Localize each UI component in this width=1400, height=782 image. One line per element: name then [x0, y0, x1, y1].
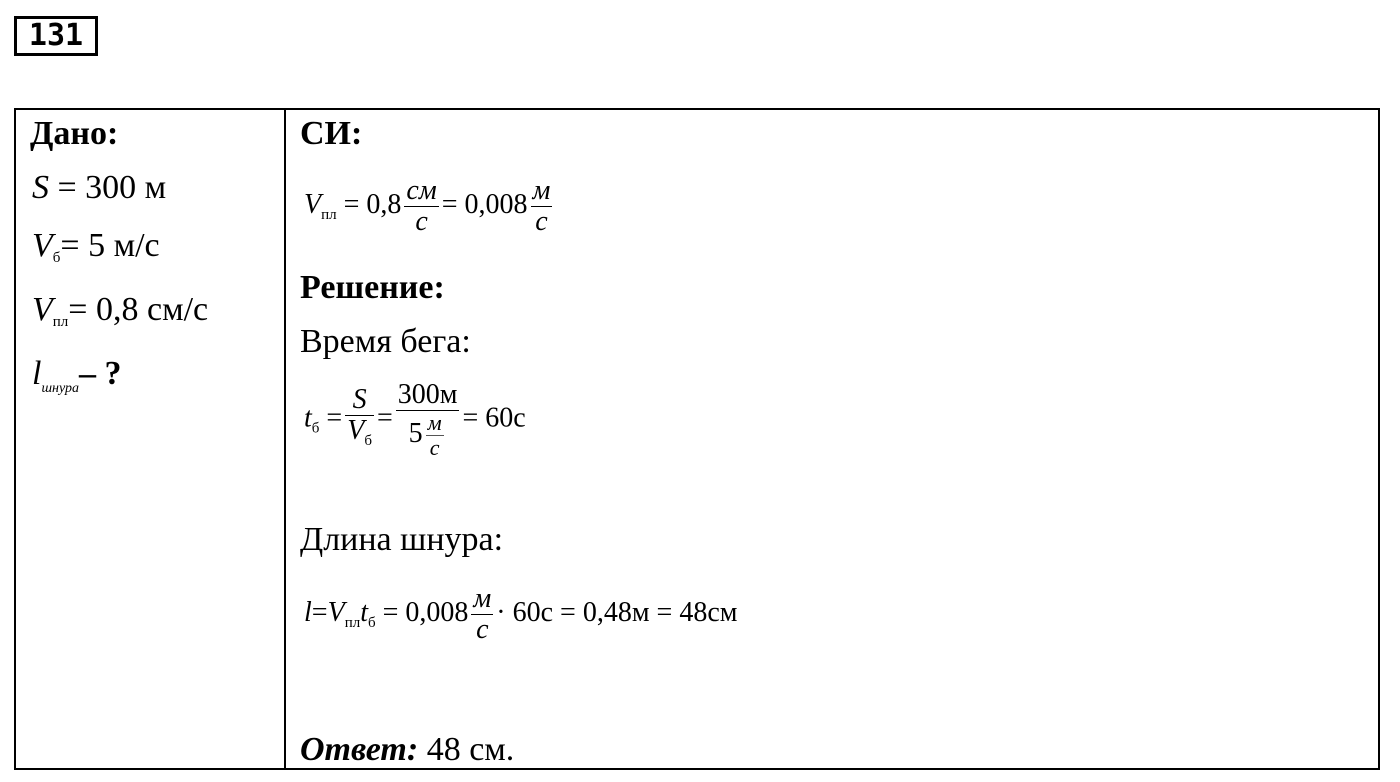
answer-value: 48 см.	[418, 731, 515, 768]
given-run-speed: $V_б= 5$ м/с	[32, 227, 160, 266]
problem-number: 131	[14, 16, 98, 56]
run-time-label: Время бега:	[300, 323, 471, 360]
si-heading: СИ:	[300, 115, 363, 152]
cord-length-label: Длина шнура:	[300, 521, 504, 558]
given-heading: Дано:	[30, 115, 119, 152]
given-unknown: $l_{шнура}-$ ?	[32, 355, 122, 396]
answer-label: Ответ:	[300, 731, 419, 768]
solution-table	[14, 108, 1380, 770]
answer-line	[300, 730, 514, 770]
column-divider	[284, 108, 286, 770]
run-time-formula: $t_б$ = $\frac{S}{V_б}$ = 300м 5 $\frac{м}{с}$ = 60с	[304, 379, 526, 460]
cord-length-formula: $l=V_{пл}t_б = 0,008$ $\frac{м}{с}$ · 60с = 0,48м = 48см	[304, 583, 738, 645]
given-swim-speed: $V_{пл}= 0,8$ см/с	[32, 291, 209, 330]
solution-heading: Решение:	[300, 269, 445, 306]
given-distance: S = 300 м	[32, 169, 167, 206]
si-conversion-formula: $V_{пл} = 0,8$ $\frac{см}{с}$ = 0,008 $\frac{м}{с}$	[304, 175, 551, 237]
